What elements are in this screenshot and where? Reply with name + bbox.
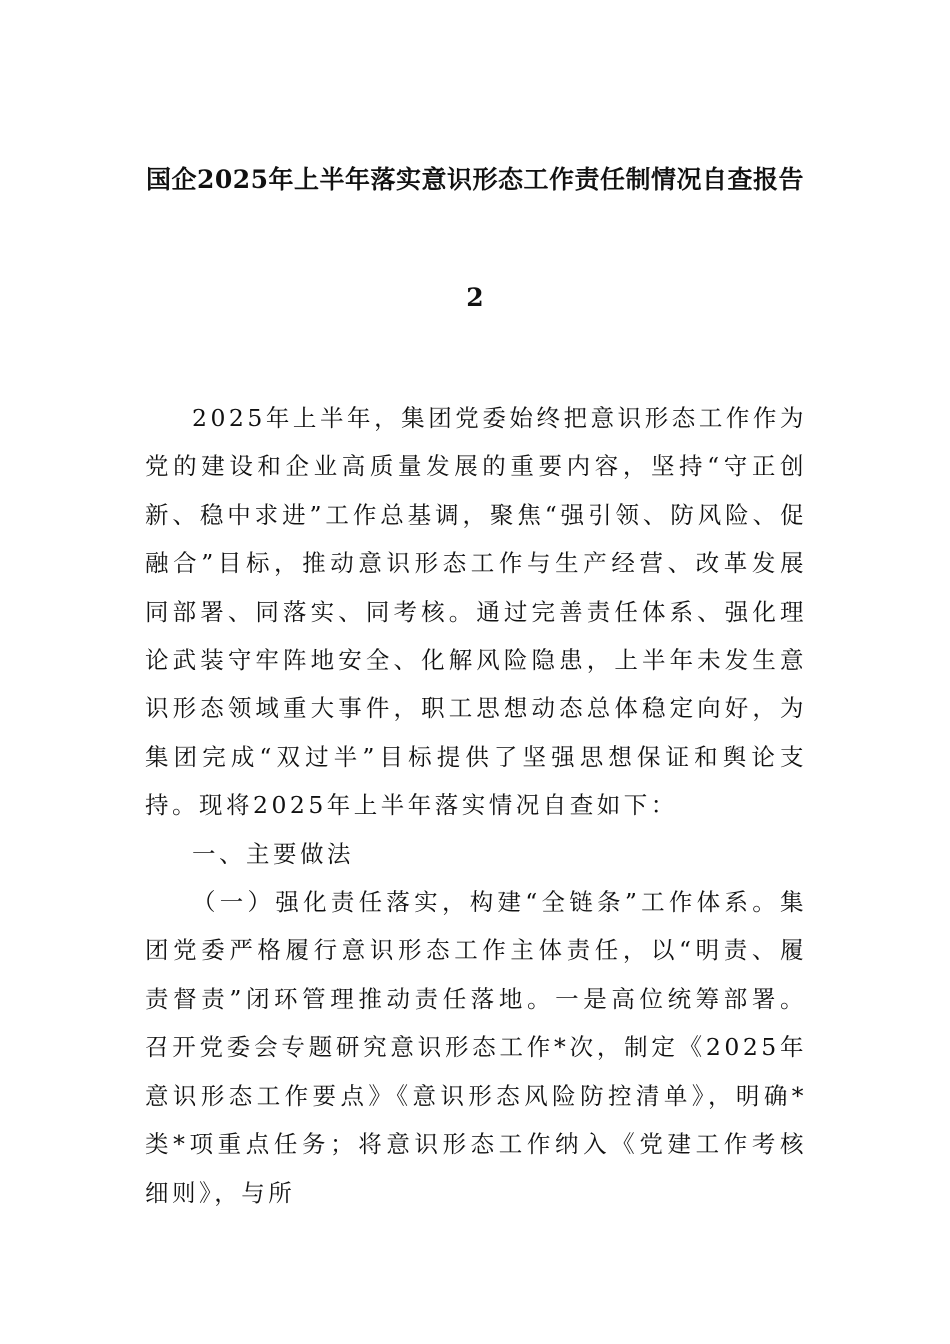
section-heading: 一、主要做法 (192, 839, 354, 868)
section-paragraph: （一）强化责任落实，构建“全链条”工作体系。集团党委严格履行意识形态工作主体责任，以“明责、履责督责”闭环管理推动责任落地。一是高位统筹部署。召开党委会专题研究意识形态工作*次，制定《2025年意识形态工作要点》《意识形态风险防控清单》，明确*类*项重点任务；将意识形态工作纳入《党建工作考核细则》，与所 (145, 888, 807, 1207)
document-title: 国企2025年上半年落实意识形态工作责任制情况自查报告 (145, 165, 805, 194)
document-subtitle: 2 (466, 283, 484, 312)
intro-paragraph: 2025年上半年，集团党委始终把意识形态工作作为党的建设和企业高质量发展的重要内容，坚持“守正创新、稳中求进”工作总基调，聚焦“强引领、防风险、促融合”目标，推动意识形态工作与生产经营、改革发展同部署、同落实、同考核。通过完善责任体系、强化理论武装守牢阵地安全、化解风险隐患，上半年未发生意识形态领域重大事件，职工思想动态总体稳定向好，为集团完成“双过半”目标提供了坚强思想保证和舆论支持。现将2025年上半年落实情况自查如下： (145, 404, 807, 820)
document-body (145, 394, 807, 1217)
